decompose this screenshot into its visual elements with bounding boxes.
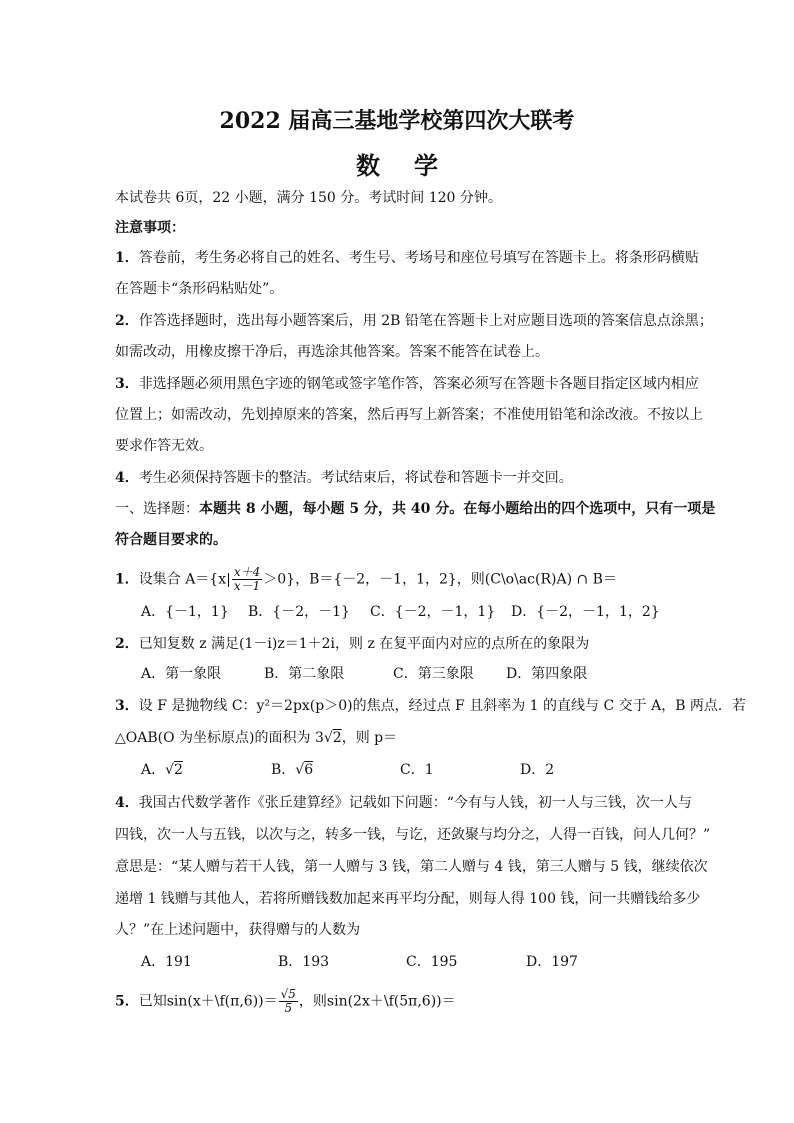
question-1-option-a: A．{－1，1} [141,604,229,620]
question-3-line-2 [115,729,397,747]
question-3-option-b [271,761,313,779]
question-3-option-b-radicand: 6 [304,762,314,778]
question-4-text-a: 我国古代数学著作《张丘建算经》记载如下问题：“今有与人钱，初一人与三钱，次一人与 [138,795,692,811]
notice-3-line-3: 要求作答无效。 [115,438,213,454]
question-4-option-c: C．195 [406,954,458,970]
question-4-option-b: B．193 [278,954,330,970]
question-3-option-a [141,761,183,779]
notice-4-number: 4． [115,470,139,486]
notice-1-text: 答卷前，考生务必将自己的姓名、考生号、考场号和座位号填写在答题卡上。将条形码横贴 [138,250,699,266]
question-3-option-a-radicand: 2 [174,762,183,778]
question-2-text: 已知复数 z 满足(1－i)z＝1＋2i，则 z 在复平面内对应的点所在的象限为 [138,636,590,652]
question-3-text-b-pre: △OAB(O 为坐标原点)的面积为 3√ [115,730,333,746]
question-3-line-1 [115,697,746,715]
question-1-option-c: C．{－2，－1，1} [370,604,496,620]
question-1-option-d: D．{－2，－1，1，2} [511,604,660,620]
section-1-bold-mid: 四个选项中 [561,501,632,517]
notice-2-number: 2． [115,313,139,329]
notice-3-line-2: 位置上；如需改动，先划掉原来的答案，然后再写上新答案；不准使用铅笔和涂改液。不按以上 [115,407,703,423]
section-1-line-1 [115,500,715,518]
question-1-fraction-denominator: x－1 [233,579,261,593]
section-1-heading: 一、选择题： [115,501,199,517]
question-3-text-a: 设 F 是抛物线 C：y²＝2px(p＞0)的焦点，经过点 F 且斜率为 1 的直线与 C 交于 A，B 两点．若 [138,698,746,714]
question-1-pre: 设集合 A＝{x| [138,571,231,588]
notice-3-text: 非选择题必须用黑色字迹的钢笔或签字笔作答，答案必须写在答题卡各题目指定区域内相应 [138,376,699,392]
question-4-number: 4． [115,795,139,811]
notice-2-line-2: 如需改动，用橡皮擦干净后，再选涂其他答案。答案不能答在试卷上。 [115,344,549,360]
intro-text: 本试卷共 6页，22 小题，满分 150 分。考试时间 120 分钟。 [115,190,502,206]
question-1-fraction [232,566,262,593]
question-2-option-b: B．第二象限 [264,666,345,682]
notice-1-number: 1． [115,250,139,266]
question-5-fraction [279,988,298,1015]
question-4-line-4: 递增 1 钱赠与其他人，若将所赠钱数加起来再平均分配，则每人得 100 钱，问一共赠钱给多少 [115,891,701,907]
question-5-pre: 已知sin(x＋\f(π,6))＝ [138,993,278,1010]
notice-1-line-1 [115,249,699,267]
question-5-post: ，则sin(2x＋\f(5π,6))＝ [298,993,456,1010]
section-1-text-a: 本题共 8 小题，每小题 5 分，共 40 分。在每小题给出的 [199,501,562,517]
question-3-option-b-prefix: B．√ [271,762,305,778]
question-4-option-d: D．197 [526,954,578,970]
notice-3-number: 3． [115,376,139,392]
question-2-option-a: A．第一象限 [141,666,222,682]
question-5-stem [115,988,456,1015]
notice-4-line-1 [115,469,573,487]
question-1-number: 1． [115,571,139,588]
question-2-stem [115,635,589,653]
question-5-fraction-denominator: 5 [284,1001,293,1015]
question-1-post: ＞0}，B＝{－2，－1，1，2}，则(C\o\ac(R)A) ∩ B＝ [263,571,617,588]
question-3-number: 3． [115,698,139,714]
subject-title: 数学 [356,151,472,180]
question-3-option-c: C．1 [400,762,434,778]
section-1-line-2: 符合题目要求的。 [115,532,227,548]
notice-2-text: 作答选择题时，选出每小题答案后，用 2B 铅笔在答题卡上对应题目选项的答案信息点涂黑； [138,313,713,329]
question-1-option-b: B．{－2，－1} [248,604,350,620]
exam-title: 2022 届高三基地学校第四次大联考 [219,108,575,134]
question-2-option-d: D．第四象限 [506,666,588,682]
question-3-text-b-post: ，则 p＝ [341,730,398,746]
question-5-number: 5． [115,993,139,1010]
notice-1-line-2: 在答题卡“条形码粘贴处”。 [115,281,284,297]
question-1-stem [115,566,617,593]
question-4-line-5: 人？”在上述问题中，获得赠与的人数为 [115,922,361,938]
notice-4-text: 考生必须保持答题卡的整洁。考试结束后，将试卷和答题卡一并交回。 [138,470,573,486]
question-2-option-c: C．第三象限 [393,666,474,682]
question-2-number: 2． [115,636,139,652]
notice-3-line-1 [115,375,699,393]
section-1-text-b: ，只有一项是 [631,501,716,517]
question-3-radicand: 2 [332,730,342,746]
question-5-fraction-numerator: √5 [280,987,296,1001]
question-3-option-d: D．2 [520,762,555,778]
question-4-line-3: 意思是：“某人赠与若干人钱，第一人赠与 3 钱，第二人赠与 4 钱，第三人赠与 5 钱，继续依次 [115,859,708,875]
question-1-fraction-numerator: x＋4 [233,565,261,579]
question-3-option-a-prefix: A．√ [141,762,175,778]
notice-2-line-1 [115,312,713,330]
question-4-line-1 [115,794,692,812]
question-4-option-a: A．191 [141,954,192,970]
question-4-line-2: 四钱，次一人与五钱，以次与之，转多一钱，与讫，还敛聚与均分之，人得一百钱，问人几何？” [115,827,711,843]
notice-title: 注意事项： [115,220,185,236]
